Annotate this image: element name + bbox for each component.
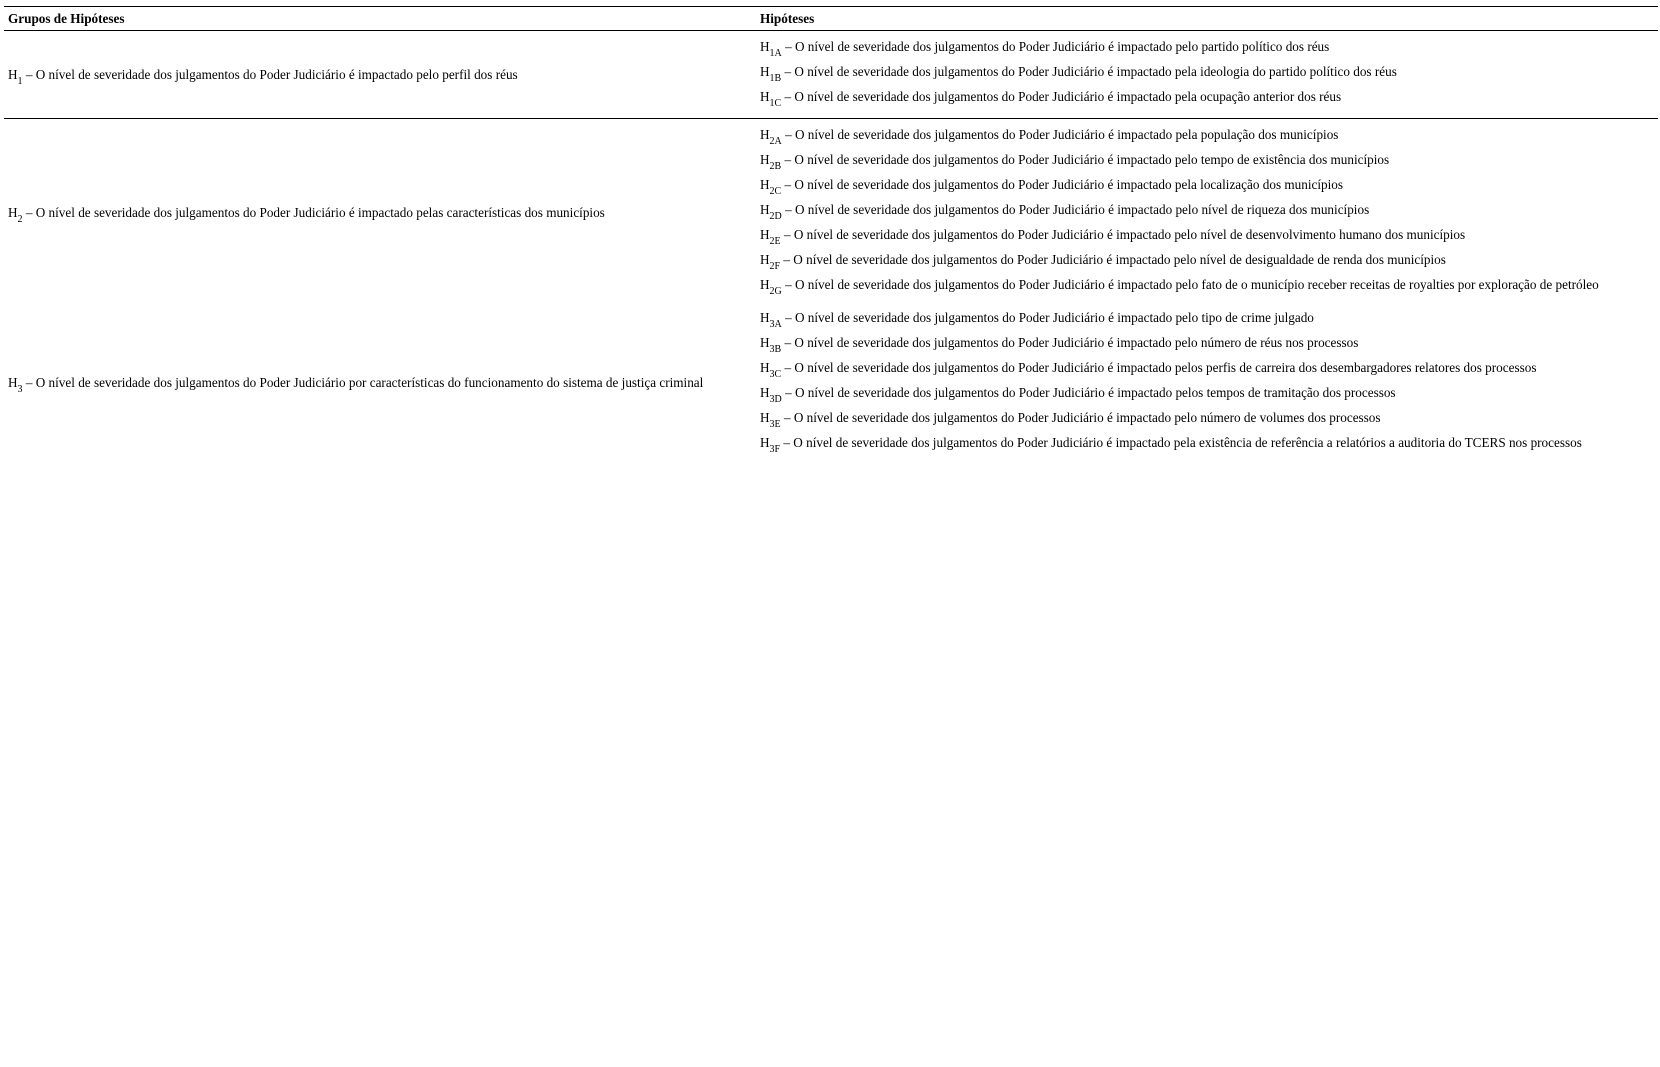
- hypothesis-code-sub: 2D: [769, 211, 782, 222]
- group-row-h1: [4, 31, 1658, 119]
- hypothesis-code: H: [760, 127, 770, 142]
- hypothesis-text: – O nível de severidade dos julgamentos do Poder Judiciário é impactado pelo fato de o município receber receitas de royalties por exploração de petróleo: [781, 277, 1599, 292]
- group-code-sub: 2: [17, 213, 23, 225]
- header-groups: Grupos de Hipóteses: [8, 10, 125, 26]
- hypothesis-code: H: [760, 252, 770, 267]
- hypothesis-code: H: [760, 202, 770, 217]
- hypothesis-item: [760, 250, 1658, 275]
- hypothesis-code-sub: 3B: [769, 344, 782, 355]
- hypothesis-item: [760, 408, 1658, 433]
- group-code: H: [8, 375, 18, 390]
- hypothesis-item: [760, 125, 1658, 150]
- hypothesis-text: – O nível de severidade dos julgamentos do Poder Judiciário é impactado pela ocupação anterior dos réus: [781, 89, 1342, 104]
- hypothesis-text: – O nível de severidade dos julgamentos do Poder Judiciário é impactado pelos tempos de tramitação dos processos: [781, 385, 1396, 400]
- hypothesis-code: H: [760, 435, 770, 450]
- hypothesis-code: H: [760, 152, 770, 167]
- hypothesis-item: [760, 383, 1658, 408]
- hypothesis-text: – O nível de severidade dos julgamentos do Poder Judiciário é impactado pela população dos municípios: [781, 127, 1339, 142]
- hypothesis-code-sub: 3C: [769, 369, 782, 380]
- hypothesis-code-sub: 3F: [769, 444, 781, 455]
- hypotheses-table: [4, 6, 1658, 462]
- hypothesis-code-sub: 3E: [769, 419, 781, 430]
- hypothesis-code: H: [760, 385, 770, 400]
- group-row-h3: [4, 304, 1658, 462]
- group-text: – O nível de severidade dos julgamentos do Poder Judiciário é impactado pelo perfil dos réus: [22, 66, 518, 82]
- hypothesis-code: H: [760, 410, 770, 425]
- hypothesis-item: [760, 175, 1658, 200]
- hypothesis-code: H: [760, 227, 770, 242]
- hypothesis-code: H: [760, 310, 770, 325]
- hypothesis-code: H: [760, 39, 770, 54]
- hypothesis-code-sub: 2G: [769, 286, 782, 297]
- hypotheses-cell: [758, 37, 1658, 112]
- hypothesis-code: H: [760, 335, 770, 350]
- hypothesis-code-sub: 2B: [769, 161, 782, 172]
- group-code-sub: 3: [17, 384, 23, 395]
- header-hypotheses: Hipóteses: [760, 10, 815, 26]
- hypothesis-text: – O nível de severidade dos julgamentos do Poder Judiciário é impactado pela localização dos municípios: [781, 177, 1343, 192]
- hypothesis-text: – O nível de severidade dos julgamentos do Poder Judiciário é impactado pelo tipo de crime julgado: [781, 310, 1314, 325]
- group-cell: [4, 66, 758, 87]
- hypothesis-text: – O nível de severidade dos julgamentos do Poder Judiciário é impactado pela existência de referência a relatórios a auditoria do TCERS nos processos: [780, 435, 1582, 450]
- group-text: – O nível de severidade dos julgamentos do Poder Judiciário por características do funcionamento do sistema de justiça criminal: [22, 375, 704, 390]
- group-cell: [4, 204, 758, 225]
- hypothesis-item: [760, 62, 1658, 87]
- hypothesis-code-sub: 2E: [769, 236, 781, 247]
- hypothesis-item: [760, 87, 1658, 112]
- hypothesis-item: [760, 275, 1658, 300]
- hypotheses-cell: [758, 125, 1658, 300]
- hypothesis-code: H: [760, 89, 770, 104]
- hypothesis-text: – O nível de severidade dos julgamentos do Poder Judiciário é impactado pelo número de réus nos processos: [781, 335, 1359, 350]
- hypothesis-text: – O nível de severidade dos julgamentos do Poder Judiciário é impactado pelo tempo de existência dos municípios: [781, 152, 1390, 167]
- hypothesis-item: [760, 37, 1658, 62]
- hypothesis-item: [760, 433, 1658, 458]
- hypothesis-code-sub: 2C: [769, 186, 782, 197]
- hypothesis-item: [760, 200, 1658, 225]
- hypothesis-code: H: [760, 64, 770, 79]
- group-code: H: [8, 204, 18, 220]
- hypothesis-item: [760, 308, 1658, 333]
- hypothesis-code: H: [760, 277, 770, 292]
- hypothesis-item: [760, 358, 1658, 383]
- hypothesis-code-sub: 1C: [769, 98, 782, 109]
- group-text: – O nível de severidade dos julgamentos do Poder Judiciário é impactado pelas características dos municípios: [22, 204, 605, 220]
- hypothesis-code-sub: 2A: [769, 136, 782, 147]
- group-code: H: [8, 66, 18, 82]
- hypothesis-text: – O nível de severidade dos julgamentos do Poder Judiciário é impactado pelo número de volumes dos processos: [780, 410, 1381, 425]
- hypothesis-item: [760, 225, 1658, 250]
- hypotheses-cell: [758, 308, 1658, 458]
- hypothesis-item: [760, 150, 1658, 175]
- hypothesis-code-sub: 1B: [769, 73, 782, 84]
- hypothesis-text: – O nível de severidade dos julgamentos do Poder Judiciário é impactado pelo nível de desenvolvimento humano dos municípios: [780, 227, 1466, 242]
- group-row-h2: [4, 119, 1658, 304]
- hypothesis-code-sub: 2F: [769, 261, 781, 272]
- hypothesis-text: – O nível de severidade dos julgamentos do Poder Judiciário é impactado pela ideologia do partido político dos réus: [781, 64, 1397, 79]
- hypothesis-item: [760, 333, 1658, 358]
- hypothesis-code-sub: 3A: [769, 319, 782, 330]
- hypothesis-text: – O nível de severidade dos julgamentos do Poder Judiciário é impactado pelo nível de riqueza dos municípios: [781, 202, 1370, 217]
- hypothesis-text: – O nível de severidade dos julgamentos do Poder Judiciário é impactado pelos perfis de carreira dos desembargadores relatores dos processos: [781, 360, 1537, 375]
- hypothesis-text: – O nível de severidade dos julgamentos do Poder Judiciário é impactado pelo nível de desigualdade de renda dos municípios: [780, 252, 1446, 267]
- table-header: [4, 6, 1658, 31]
- hypothesis-code: H: [760, 360, 770, 375]
- hypothesis-text: – O nível de severidade dos julgamentos do Poder Judiciário é impactado pelo partido político dos réus: [781, 39, 1330, 54]
- hypothesis-code-sub: 3D: [769, 394, 782, 405]
- hypothesis-code: H: [760, 177, 770, 192]
- group-cell: [4, 375, 758, 395]
- group-code-sub: 1: [17, 75, 23, 87]
- hypothesis-code-sub: 1A: [769, 48, 782, 59]
